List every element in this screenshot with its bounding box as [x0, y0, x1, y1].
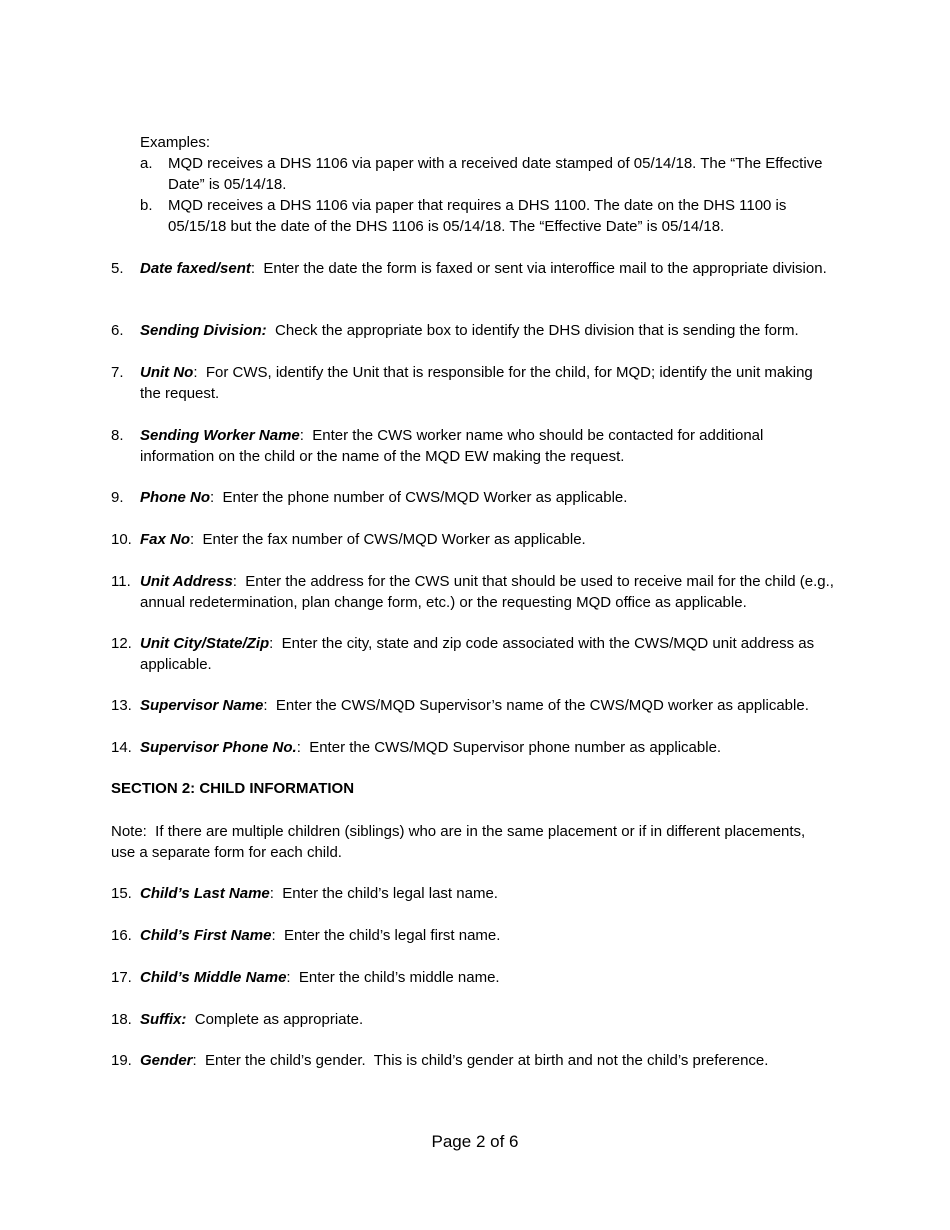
item-separator: :: [299, 427, 304, 444]
item-text: Enter the fax number of CWS/MQD Worker as applicable.: [194, 531, 586, 548]
item-text: Complete as appropriate.: [186, 1011, 364, 1028]
item-separator: :: [192, 1052, 197, 1069]
example-item-a: [140, 153, 830, 195]
item-text: Enter the CWS/MQD Supervisor phone number as applicable.: [300, 739, 722, 756]
item-term: Sending Worker Name: [140, 427, 300, 444]
item-separator: :: [190, 531, 195, 548]
item-text: Enter the date the form is faxed or sent via interoffice mail to the appropriate division.: [255, 260, 827, 277]
item-number: 9.: [111, 489, 124, 506]
list-item-5: [111, 258, 831, 279]
item-term: Unit City/State/Zip: [140, 635, 270, 652]
item-number: 7.: [111, 364, 124, 381]
item-number: 15.: [111, 885, 132, 902]
item-separator: :: [269, 885, 274, 902]
item-term: Child’s Last Name: [140, 885, 270, 902]
item-text: Enter the city, state and zip code associated with the CWS/MQD unit address as applicable.: [140, 635, 819, 673]
item-term: Supervisor Name: [140, 697, 264, 714]
item-number: 19.: [111, 1052, 132, 1069]
item-term: Child’s Middle Name: [140, 969, 287, 986]
example-letter: b.: [140, 197, 153, 214]
item-separator: :: [210, 489, 215, 506]
item-text: For CWS, identify the Unit that is responsible for the child, for MQD; identify the unit making the request.: [140, 364, 817, 402]
item-number: 18.: [111, 1011, 132, 1028]
item-text: Enter the phone number of CWS/MQD Worker as applicable.: [214, 489, 628, 506]
item-separator: :: [232, 573, 237, 590]
list-item-12: [111, 633, 831, 675]
list-item-6: [111, 320, 841, 341]
list-item-9: [111, 487, 831, 508]
item-term: Unit Address: [140, 573, 233, 590]
list-item-13: [111, 695, 841, 716]
item-number: 16.: [111, 927, 132, 944]
item-term: Date faxed/sent: [140, 260, 251, 277]
item-term: Child’s First Name: [140, 927, 272, 944]
item-text: Enter the child’s middle name.: [290, 969, 500, 986]
list-item-14: [111, 737, 831, 758]
example-letter: a.: [140, 155, 153, 172]
item-number: 14.: [111, 739, 132, 756]
list-item-15: [111, 883, 831, 904]
item-separator: :: [286, 969, 291, 986]
item-separator: :: [271, 927, 276, 944]
example-item-b: [140, 195, 830, 237]
item-separator: :: [269, 635, 274, 652]
list-item-16: [111, 925, 831, 946]
list-item-18: [111, 1009, 831, 1030]
example-text: MQD receives a DHS 1106 via paper with a received date stamped of 05/14/18. The “The Effective Date” is 05/14/18.: [168, 155, 823, 193]
list-item-19: [111, 1050, 841, 1071]
item-number: 13.: [111, 697, 132, 714]
list-item-8: [111, 425, 831, 467]
item-separator: :: [263, 697, 268, 714]
item-text: Check the appropriate box to identify the DHS division that is sending the form.: [266, 322, 799, 339]
examples-block: [140, 132, 830, 237]
item-term: Sending Division:: [140, 322, 267, 339]
item-text: Enter the child’s gender. This is child’s gender at birth and not the child’s preference.: [196, 1052, 769, 1069]
item-separator: :: [250, 260, 256, 277]
item-text: Enter the child’s legal last name.: [273, 885, 498, 902]
item-term: Fax No: [140, 531, 191, 548]
item-text: Enter the CWS/MQD Supervisor’s name of the CWS/MQD worker as applicable.: [267, 697, 809, 714]
item-term: Phone No: [140, 489, 210, 506]
item-number: 8.: [111, 427, 124, 444]
item-term: Gender: [140, 1052, 193, 1069]
item-number: 6.: [111, 322, 124, 339]
item-term: Unit No: [140, 364, 194, 381]
list-item-11: [111, 571, 839, 613]
examples-title: Examples:: [140, 134, 211, 151]
section-note: Note: If there are multiple children (siblings) who are in the same placement or if in different placements, use a separate form for each child.: [111, 823, 810, 861]
item-number: 11.: [111, 573, 131, 590]
page-number: Page 2 of 6: [431, 1132, 519, 1151]
item-separator: :: [296, 739, 301, 756]
list-item-7: [111, 362, 831, 404]
item-separator: :: [193, 364, 198, 381]
item-text: Enter the child’s legal first name.: [275, 927, 501, 944]
item-text: Enter the CWS worker name who should be contacted for additional information on the child or the name of the MQD EW making the request.: [140, 427, 768, 465]
item-number: 5.: [111, 260, 124, 277]
item-term: Supervisor Phone No.: [140, 739, 297, 756]
item-text: Enter the address for the CWS unit that should be used to receive mail for the child (e.g., annual redetermination, plan change form, etc.) or the requesting MQD office as applicable.: [140, 573, 839, 611]
list-item-17: [111, 967, 831, 988]
section-heading: SECTION 2: CHILD INFORMATION: [111, 780, 355, 797]
item-number: 12.: [111, 635, 132, 652]
list-item-10: [111, 529, 831, 550]
example-text: MQD receives a DHS 1106 via paper that requires a DHS 1100. The date on the DHS 1100 is 05/15/18 but the date of the DHS 1106 is 05/14/18. The “Effective Date” is 05/14/18.: [168, 197, 787, 235]
item-number: 10.: [111, 531, 132, 548]
item-term: Suffix:: [140, 1011, 187, 1028]
item-number: 17.: [111, 969, 132, 986]
